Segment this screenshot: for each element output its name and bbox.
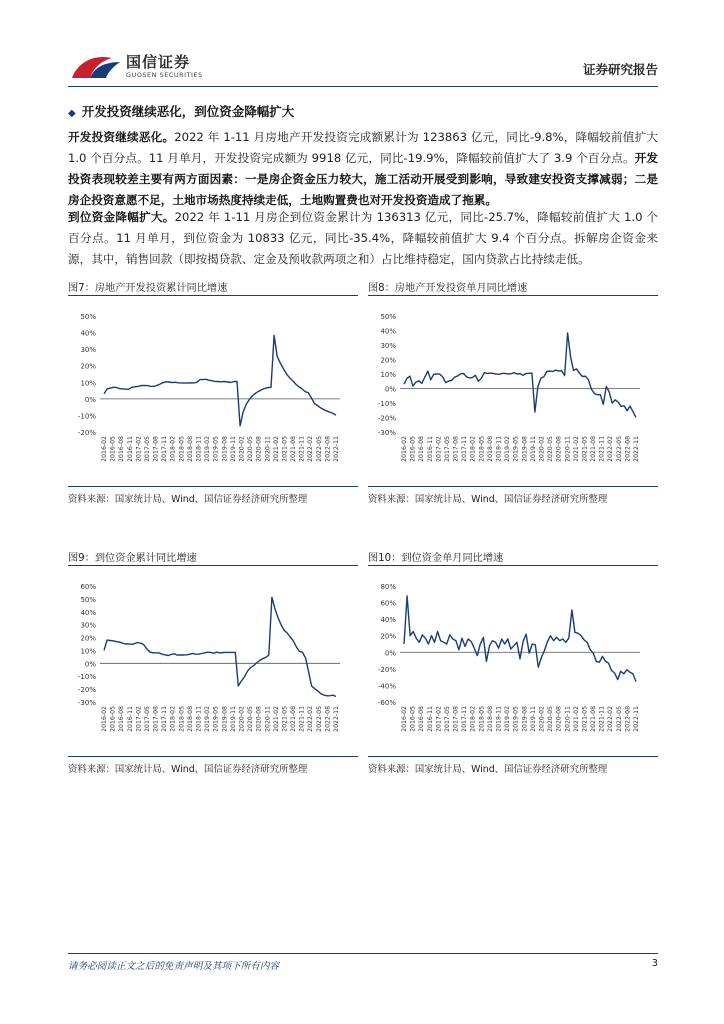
y-tick-label: 40% bbox=[380, 327, 396, 336]
y-tick-label: -10% bbox=[77, 412, 96, 421]
x-tick-label: 2022-08 bbox=[624, 705, 632, 732]
x-tick-label: 2016-05 bbox=[409, 436, 417, 462]
paragraph-text: 2022 年 1-11 月房企到位资金累计为 136313 亿元，同比-25.7%，降幅较前值扩大 1.0 个百分点。11 月单月，到位资金为 10833 亿元，同比-35.4%，降幅较前值扩大 9.4 个百分点。拆解房企资金来源，其中，销售回款（即按揭贷款、定金及预收款两项之和）占比维持稳定，国内贷款占比持续走低。 bbox=[68, 210, 658, 266]
x-tick-label: 2021-11 bbox=[298, 435, 306, 462]
x-tick-label: 2016-02 bbox=[401, 706, 408, 732]
y-tick-label: 40% bbox=[80, 608, 96, 617]
x-tick-label: 2021-08 bbox=[590, 705, 597, 732]
section-title-text: 开发投资继续恶化，到位资金降幅扩大 bbox=[81, 104, 295, 119]
x-tick-label: 2017-02 bbox=[435, 706, 443, 732]
x-tick-label: 2017-05 bbox=[444, 706, 451, 732]
x-tick-label: 2020-11 bbox=[564, 706, 572, 732]
x-tick-label: 2022-08 bbox=[324, 435, 332, 462]
x-tick-label: 2018-08 bbox=[486, 705, 494, 732]
paragraph-emphasis: 开发投资表现较差主要有两方面因素：一是房企资金压力较大，施工活动开展受到影响，导致建安投资支撑减弱；二是房企投资意愿不足，土地市场热度持续走低，土地购置费也对开发投资造成了拖累。 bbox=[68, 151, 658, 207]
y-tick-label: 20% bbox=[80, 634, 96, 643]
x-tick-label: 2019-11 bbox=[229, 706, 237, 732]
x-tick-label: 2018-11 bbox=[195, 435, 203, 462]
figure-divider bbox=[368, 756, 658, 757]
x-tick-label: 2020-02 bbox=[538, 436, 546, 462]
y-tick-label: 0% bbox=[384, 649, 396, 658]
x-tick-label: 2021-11 bbox=[298, 705, 306, 732]
disclaimer-note: 请务必阅读正文之后的免责声明及其项下所有内容 bbox=[68, 961, 280, 972]
x-tick-label: 2020-02 bbox=[238, 706, 246, 732]
figure-divider bbox=[368, 565, 658, 566]
figure-divider bbox=[68, 565, 358, 566]
x-tick-label: 2019-02 bbox=[204, 705, 212, 732]
figure-title: 图8：房地产开发投资单月同比增速 bbox=[368, 283, 528, 294]
y-tick-label: -30% bbox=[77, 699, 96, 707]
figure-source: 资料来源：国家统计局、Wind、国信证券经济研究所整理 bbox=[68, 764, 308, 775]
x-tick-label: 2018-08 bbox=[186, 435, 194, 462]
x-tick-label: 2017-11 bbox=[461, 705, 469, 732]
x-tick-label: 2021-05 bbox=[281, 705, 289, 732]
x-tick-label: 2020-08 bbox=[255, 706, 263, 732]
x-tick-label: 2022-08 bbox=[624, 435, 632, 462]
chart-svg bbox=[68, 570, 358, 750]
x-tick-label: 2022-02 bbox=[307, 705, 315, 732]
x-tick-label: 2018-02 bbox=[169, 705, 177, 732]
x-tick-label: 2019-05 bbox=[212, 435, 220, 462]
x-tick-label: 2016-08 bbox=[418, 436, 426, 462]
brand-name-cn: 国信证券 bbox=[126, 53, 191, 71]
x-tick-label: 2022-05 bbox=[615, 705, 623, 732]
figure-divider bbox=[368, 486, 658, 487]
y-tick-label: 50% bbox=[80, 313, 96, 321]
y-tick-label: -20% bbox=[77, 686, 96, 695]
x-tick-label: 2016-02 bbox=[401, 436, 408, 462]
series-line bbox=[104, 597, 336, 696]
x-tick-label: 2017-08 bbox=[152, 436, 160, 462]
figure-divider bbox=[68, 295, 358, 296]
x-tick-label: 2016-08 bbox=[418, 706, 426, 732]
x-tick-label: 2022-05 bbox=[615, 435, 623, 462]
y-tick-label: 20% bbox=[380, 632, 396, 641]
x-tick-label: 2016-08 bbox=[118, 706, 126, 732]
figure-title: 图9：到位资金累计同比增速 bbox=[68, 553, 197, 564]
header-divider bbox=[68, 86, 658, 87]
x-tick-label: 2017-05 bbox=[144, 706, 151, 732]
x-tick-label: 2017-11 bbox=[161, 435, 169, 462]
figure-divider bbox=[68, 756, 358, 757]
figure-source: 资料来源：国家统计局、Wind、国信证券经济研究所整理 bbox=[68, 494, 308, 505]
x-tick-label: 2019-02 bbox=[504, 705, 512, 732]
x-tick-label: 2016-11 bbox=[426, 706, 434, 732]
paragraph-lead: 到位资金降幅扩大。 bbox=[68, 210, 175, 224]
y-tick-label: 80% bbox=[380, 583, 396, 591]
x-tick-label: 2017-11 bbox=[161, 705, 169, 732]
x-tick-label: 2016-11 bbox=[126, 706, 134, 732]
brand-name-en: GUOSEN SECURITIES bbox=[126, 71, 203, 79]
y-tick-label: 60% bbox=[80, 583, 96, 591]
x-tick-label: 2021-02 bbox=[572, 436, 580, 462]
x-tick-label: 2022-11 bbox=[333, 436, 340, 462]
y-tick-label: 20% bbox=[380, 356, 396, 365]
x-tick-label: 2020-05 bbox=[247, 436, 255, 462]
chart-svg bbox=[368, 300, 658, 480]
guosen-logo-icon bbox=[68, 52, 124, 82]
paragraph-investment bbox=[68, 127, 658, 211]
x-tick-label: 2018-08 bbox=[486, 435, 494, 462]
y-tick-label: -10% bbox=[77, 673, 96, 682]
x-tick-label: 2017-05 bbox=[144, 436, 151, 462]
x-tick-label: 2016-08 bbox=[118, 436, 126, 462]
x-tick-label: 2018-05 bbox=[178, 705, 186, 732]
paragraph-text: 2022 年 1-11 月房地产开发投资完成额累计为 123863 亿元，同比-9.8%，降幅较前值扩大 1.0 个百分点。11 月单月，开发投资完成额为 9918 亿元，同比-19.9%，降幅较前值扩大了 3.9 个百分点。 bbox=[68, 130, 658, 165]
chart-svg bbox=[368, 570, 658, 750]
x-tick-label: 2017-08 bbox=[452, 436, 460, 462]
x-tick-label: 2020-02 bbox=[238, 436, 246, 462]
x-tick-label: 2016-11 bbox=[126, 436, 134, 462]
y-tick-label: -20% bbox=[77, 429, 96, 437]
x-tick-label: 2022-02 bbox=[307, 435, 315, 462]
footer-divider bbox=[68, 953, 658, 954]
x-tick-label: 2017-08 bbox=[452, 706, 460, 732]
x-tick-label: 2019-08 bbox=[521, 706, 529, 732]
x-tick-label: 2021-02 bbox=[272, 706, 280, 732]
x-tick-label: 2017-11 bbox=[461, 435, 469, 462]
y-tick-label: 0% bbox=[84, 660, 96, 669]
x-tick-label: 2021-08 bbox=[590, 435, 597, 462]
diamond-bullet-icon: ◆ bbox=[68, 108, 76, 119]
figure-divider bbox=[368, 295, 658, 296]
x-tick-label: 2020-08 bbox=[255, 436, 263, 462]
report-type-label: 证券研究报告 bbox=[582, 62, 658, 77]
y-tick-label: -30% bbox=[377, 429, 396, 437]
y-tick-label: 30% bbox=[80, 346, 96, 355]
x-tick-label: 2019-02 bbox=[504, 435, 512, 462]
x-tick-label: 2021-05 bbox=[581, 435, 589, 462]
x-tick-label: 2019-11 bbox=[529, 706, 537, 732]
x-tick-label: 2021-11 bbox=[598, 435, 606, 462]
x-tick-label: 2018-05 bbox=[478, 705, 486, 732]
chart-figure-7 bbox=[68, 300, 358, 480]
x-tick-label: 2017-05 bbox=[444, 436, 451, 462]
x-tick-label: 2018-11 bbox=[195, 705, 203, 732]
y-tick-label: -40% bbox=[377, 682, 396, 691]
chart-figure-9 bbox=[68, 570, 358, 750]
x-tick-label: 2022-05 bbox=[315, 435, 323, 462]
y-tick-label: -60% bbox=[377, 699, 396, 707]
x-tick-label: 2021-11 bbox=[598, 705, 606, 732]
y-tick-label: 20% bbox=[80, 362, 96, 371]
report-header bbox=[68, 46, 658, 86]
figure-title: 图10：到位资金单月同比增速 bbox=[368, 553, 504, 564]
x-tick-label: 2019-05 bbox=[512, 705, 520, 732]
chart-svg bbox=[68, 300, 358, 480]
y-tick-label: 50% bbox=[80, 595, 96, 604]
x-tick-label: 2017-08 bbox=[152, 706, 160, 732]
x-tick-label: 2019-05 bbox=[212, 705, 220, 732]
x-tick-label: 2019-08 bbox=[521, 436, 529, 462]
x-tick-label: 2019-11 bbox=[529, 436, 537, 462]
x-tick-label: 2022-11 bbox=[633, 436, 640, 462]
x-tick-label: 2018-11 bbox=[495, 435, 503, 462]
x-tick-label: 2021-02 bbox=[272, 436, 280, 462]
paragraph-lead: 开发投资继续恶化。 bbox=[68, 130, 175, 144]
chart-figure-8 bbox=[368, 300, 658, 480]
y-tick-label: -10% bbox=[377, 400, 396, 408]
x-tick-label: 2019-05 bbox=[512, 435, 520, 462]
y-tick-label: 10% bbox=[80, 379, 96, 388]
x-tick-label: 2020-05 bbox=[247, 706, 255, 732]
x-tick-label: 2020-11 bbox=[264, 706, 272, 732]
y-tick-label: 40% bbox=[380, 616, 396, 625]
x-tick-label: 2022-02 bbox=[607, 435, 615, 462]
figure-divider bbox=[68, 486, 358, 487]
y-tick-label: 10% bbox=[80, 647, 96, 656]
x-tick-label: 2022-11 bbox=[633, 706, 640, 732]
x-tick-label: 2021-05 bbox=[281, 435, 289, 462]
x-tick-label: 2018-02 bbox=[169, 435, 177, 462]
x-tick-label: 2016-05 bbox=[409, 706, 417, 732]
x-tick-label: 2018-05 bbox=[478, 435, 486, 462]
chart-figure-10 bbox=[368, 570, 658, 750]
y-tick-label: 40% bbox=[80, 329, 96, 338]
x-tick-label: 2020-08 bbox=[555, 706, 563, 732]
x-tick-label: 2020-05 bbox=[547, 706, 555, 732]
x-tick-label: 2020-11 bbox=[264, 436, 272, 462]
y-tick-label: -20% bbox=[377, 414, 396, 423]
x-tick-label: 2019-08 bbox=[221, 436, 229, 462]
y-tick-label: 60% bbox=[380, 599, 396, 608]
y-tick-label: 30% bbox=[80, 621, 96, 630]
y-tick-label: 0% bbox=[384, 385, 396, 394]
series-line bbox=[404, 596, 636, 682]
x-tick-label: 2016-05 bbox=[109, 436, 117, 462]
paragraph-funding bbox=[68, 207, 658, 270]
x-tick-label: 2018-11 bbox=[495, 705, 503, 732]
x-tick-label: 2020-05 bbox=[547, 436, 555, 462]
x-tick-label: 2022-11 bbox=[333, 706, 340, 732]
x-tick-label: 2022-02 bbox=[607, 705, 615, 732]
x-tick-label: 2022-05 bbox=[315, 705, 323, 732]
x-tick-label: 2016-05 bbox=[109, 706, 117, 732]
series-line bbox=[404, 333, 636, 417]
x-tick-label: 2019-11 bbox=[229, 436, 237, 462]
x-tick-label: 2016-11 bbox=[426, 436, 434, 462]
x-tick-label: 2019-08 bbox=[221, 706, 229, 732]
y-tick-label: 50% bbox=[380, 313, 396, 321]
x-tick-label: 2020-11 bbox=[564, 436, 572, 462]
series-line bbox=[104, 335, 336, 426]
x-tick-label: 2017-02 bbox=[135, 436, 143, 462]
y-tick-label: 30% bbox=[380, 342, 396, 350]
x-tick-label: 2018-02 bbox=[469, 705, 477, 732]
figure-title: 图7：房地产开发投资累计同比增速 bbox=[68, 283, 228, 294]
page-number: 3 bbox=[651, 958, 658, 969]
x-tick-label: 2017-02 bbox=[435, 436, 443, 462]
figure-source: 资料来源：国家统计局、Wind、国信证券经济研究所整理 bbox=[368, 764, 608, 775]
y-tick-label: 0% bbox=[84, 395, 96, 404]
y-tick-label: 10% bbox=[380, 371, 396, 379]
x-tick-label: 2016-02 bbox=[101, 706, 108, 732]
x-tick-label: 2018-08 bbox=[186, 705, 194, 732]
x-tick-label: 2021-08 bbox=[290, 705, 297, 732]
x-tick-label: 2020-02 bbox=[538, 706, 546, 732]
x-tick-label: 2017-02 bbox=[135, 706, 143, 732]
figure-source: 资料来源：国家统计局、Wind、国信证券经济研究所整理 bbox=[368, 494, 608, 505]
x-tick-label: 2020-08 bbox=[555, 436, 563, 462]
section-title bbox=[68, 102, 294, 120]
x-tick-label: 2018-02 bbox=[469, 435, 477, 462]
x-tick-label: 2019-02 bbox=[204, 435, 212, 462]
x-tick-label: 2021-02 bbox=[572, 706, 580, 732]
x-tick-label: 2021-08 bbox=[290, 435, 297, 462]
x-tick-label: 2016-02 bbox=[101, 436, 108, 462]
x-tick-label: 2022-08 bbox=[324, 705, 332, 732]
x-tick-label: 2021-05 bbox=[581, 705, 589, 732]
y-tick-label: -20% bbox=[377, 665, 396, 674]
x-tick-label: 2018-05 bbox=[178, 435, 186, 462]
